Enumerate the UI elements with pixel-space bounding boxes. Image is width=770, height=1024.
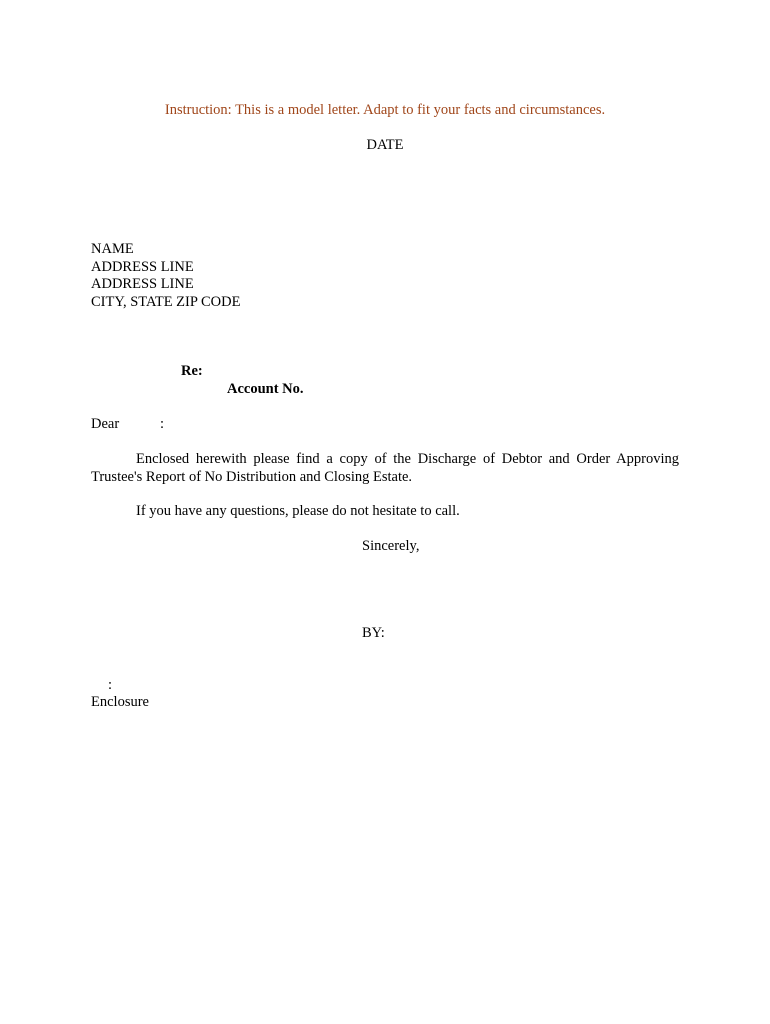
instruction-note: Instruction: This is a model letter. Adapt to fit your facts and circumstances. bbox=[164, 102, 606, 118]
recipient-address-line-1: ADDRESS LINE bbox=[91, 258, 194, 275]
recipient-city-state-zip: CITY, STATE ZIP CODE bbox=[91, 293, 241, 310]
recipient-name: NAME bbox=[91, 241, 134, 257]
recipient-address-block bbox=[91, 241, 240, 311]
body-paragraph-2: If you have any questions, please do not hesitate to call. bbox=[136, 503, 460, 519]
account-number-label: Account No. bbox=[227, 381, 304, 397]
enclosure-note: Enclosure bbox=[91, 694, 149, 710]
recipient-address-line-2: ADDRESS LINE bbox=[91, 276, 194, 292]
reference-initials-colon: : bbox=[108, 677, 113, 693]
salutation: Dear bbox=[91, 416, 120, 432]
body-paragraph-1-line-2: Trustee's Report of No Distribution and Closing Estate. bbox=[91, 468, 413, 485]
signature-by: BY: bbox=[362, 625, 385, 641]
letter-date: DATE bbox=[366, 137, 404, 153]
closing: Sincerely, bbox=[362, 538, 420, 554]
body-paragraph-1 bbox=[91, 451, 679, 486]
body-paragraph-1-line-1: Enclosed herewith please find a copy of the Discharge of Debtor and Order Approving bbox=[136, 451, 679, 467]
salutation-colon: : bbox=[160, 416, 165, 432]
re-label: Re: bbox=[181, 363, 203, 379]
